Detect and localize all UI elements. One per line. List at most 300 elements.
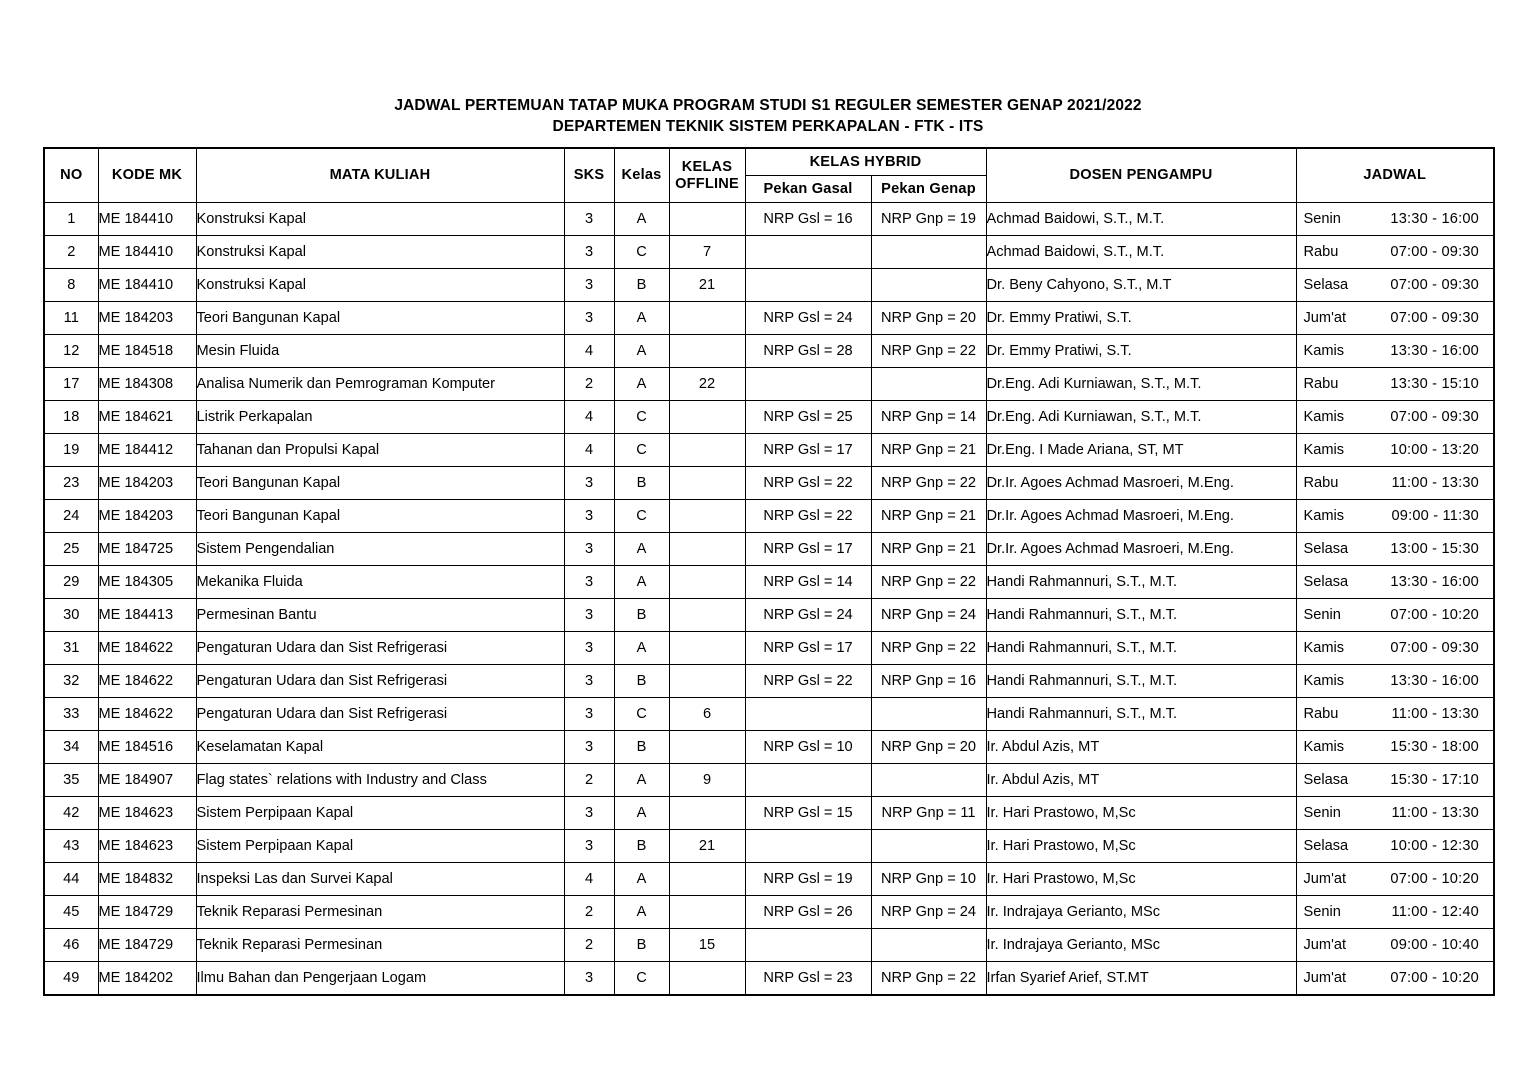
cell-pekan-genap: NRP Gnp = 21	[871, 434, 986, 467]
cell-sks: 2	[564, 368, 614, 401]
jadwal-time: 07:00 - 10:20	[1390, 607, 1479, 623]
cell-jadwal	[1296, 962, 1494, 996]
jadwal-time: 07:00 - 09:30	[1390, 310, 1479, 326]
cell-pekan-genap: NRP Gnp = 24	[871, 599, 986, 632]
cell-no: 17	[44, 368, 98, 401]
jadwal-inner	[1297, 805, 1494, 821]
cell-kelas: C	[614, 401, 669, 434]
cell-pekan-genap: NRP Gnp = 20	[871, 731, 986, 764]
jadwal-time: 15:30 - 17:10	[1390, 772, 1479, 788]
cell-no: 34	[44, 731, 98, 764]
schedule-table	[43, 147, 1495, 996]
cell-no: 8	[44, 269, 98, 302]
cell-kelas-offline	[669, 599, 745, 632]
cell-sks: 3	[564, 599, 614, 632]
cell-no: 44	[44, 863, 98, 896]
cell-pekan-gasal: NRP Gsl = 19	[745, 863, 871, 896]
cell-pekan-gasal	[745, 698, 871, 731]
table-header	[44, 148, 1494, 203]
cell-kelas-offline: 22	[669, 368, 745, 401]
cell-kelas-offline	[669, 500, 745, 533]
cell-dosen-pengampu: Dr.Ir. Agoes Achmad Masroeri, M.Eng.	[986, 500, 1296, 533]
schedule-table-container	[43, 147, 1493, 996]
cell-dosen-pengampu: Handi Rahmannuri, S.T., M.T.	[986, 665, 1296, 698]
table-row	[44, 566, 1494, 599]
cell-kelas-offline: 15	[669, 929, 745, 962]
kelas-offline-line-2: OFFLINE	[675, 175, 739, 192]
cell-jadwal	[1296, 401, 1494, 434]
column-header-dosen-pengampu: DOSEN PENGAMPU	[986, 148, 1296, 203]
jadwal-day: Selasa	[1303, 838, 1349, 854]
column-header-kode-mk: KODE MK	[98, 148, 196, 203]
cell-jadwal	[1296, 302, 1494, 335]
cell-no: 23	[44, 467, 98, 500]
cell-kelas: B	[614, 269, 669, 302]
cell-sks: 4	[564, 863, 614, 896]
cell-kelas-offline	[669, 962, 745, 996]
cell-sks: 3	[564, 632, 614, 665]
jadwal-inner	[1297, 211, 1494, 227]
cell-no: 32	[44, 665, 98, 698]
cell-pekan-gasal: NRP Gsl = 26	[745, 896, 871, 929]
cell-pekan-genap	[871, 368, 986, 401]
cell-kelas: B	[614, 830, 669, 863]
jadwal-inner	[1297, 541, 1494, 557]
cell-pekan-genap	[871, 830, 986, 863]
cell-sks: 3	[564, 236, 614, 269]
cell-pekan-gasal: NRP Gsl = 28	[745, 335, 871, 368]
table-row	[44, 533, 1494, 566]
cell-pekan-gasal	[745, 368, 871, 401]
cell-no: 1	[44, 203, 98, 236]
cell-sks: 3	[564, 698, 614, 731]
jadwal-inner	[1297, 706, 1494, 722]
cell-kelas-offline	[669, 203, 745, 236]
table-row	[44, 830, 1494, 863]
cell-kelas: A	[614, 335, 669, 368]
cell-sks: 4	[564, 335, 614, 368]
cell-pekan-genap: NRP Gnp = 20	[871, 302, 986, 335]
cell-pekan-gasal: NRP Gsl = 25	[745, 401, 871, 434]
table-row	[44, 665, 1494, 698]
cell-pekan-genap: NRP Gnp = 22	[871, 632, 986, 665]
column-header-pekan-genap: Pekan Genap	[871, 176, 986, 203]
cell-kode-mk: ME 184413	[98, 599, 196, 632]
table-row	[44, 896, 1494, 929]
jadwal-day: Kamis	[1303, 343, 1345, 359]
cell-pekan-gasal: NRP Gsl = 17	[745, 632, 871, 665]
cell-jadwal	[1296, 269, 1494, 302]
cell-pekan-gasal: NRP Gsl = 10	[745, 731, 871, 764]
cell-kode-mk: ME 184203	[98, 467, 196, 500]
cell-kelas: A	[614, 764, 669, 797]
table-row	[44, 632, 1494, 665]
cell-sks: 4	[564, 401, 614, 434]
jadwal-inner	[1297, 871, 1494, 887]
cell-kelas: C	[614, 962, 669, 996]
cell-jadwal	[1296, 929, 1494, 962]
cell-dosen-pengampu: Ir. Abdul Azis, MT	[986, 764, 1296, 797]
cell-no: 29	[44, 566, 98, 599]
cell-jadwal	[1296, 500, 1494, 533]
jadwal-time: 13:00 - 15:30	[1390, 541, 1479, 557]
cell-sks: 2	[564, 764, 614, 797]
cell-jadwal	[1296, 632, 1494, 665]
jadwal-inner	[1297, 937, 1494, 953]
cell-kode-mk: ME 184203	[98, 302, 196, 335]
jadwal-day: Rabu	[1303, 244, 1339, 260]
cell-pekan-gasal	[745, 929, 871, 962]
cell-kelas: B	[614, 599, 669, 632]
cell-pekan-genap	[871, 236, 986, 269]
cell-pekan-gasal: NRP Gsl = 23	[745, 962, 871, 996]
cell-no: 24	[44, 500, 98, 533]
cell-kode-mk: ME 184412	[98, 434, 196, 467]
cell-kode-mk: ME 184518	[98, 335, 196, 368]
cell-sks: 3	[564, 797, 614, 830]
cell-kode-mk: ME 184622	[98, 632, 196, 665]
cell-kode-mk: ME 184203	[98, 500, 196, 533]
jadwal-time: 07:00 - 09:30	[1390, 244, 1479, 260]
cell-mata-kuliah: Listrik Perkapalan	[196, 401, 564, 434]
table-row	[44, 797, 1494, 830]
cell-pekan-genap: NRP Gnp = 14	[871, 401, 986, 434]
column-header-mata-kuliah: MATA KULIAH	[196, 148, 564, 203]
jadwal-inner	[1297, 409, 1494, 425]
jadwal-time: 11:00 - 13:30	[1391, 475, 1479, 491]
cell-pekan-genap: NRP Gnp = 22	[871, 962, 986, 996]
cell-pekan-gasal: NRP Gsl = 22	[745, 665, 871, 698]
cell-pekan-genap: NRP Gnp = 16	[871, 665, 986, 698]
jadwal-inner	[1297, 244, 1494, 260]
jadwal-time: 11:00 - 13:30	[1391, 706, 1479, 722]
jadwal-day: Selasa	[1303, 277, 1349, 293]
cell-sks: 3	[564, 467, 614, 500]
table-row	[44, 236, 1494, 269]
jadwal-inner	[1297, 475, 1494, 491]
jadwal-time: 11:00 - 13:30	[1391, 805, 1479, 821]
cell-dosen-pengampu: Dr. Emmy Pratiwi, S.T.	[986, 302, 1296, 335]
column-header-pekan-gasal: Pekan Gasal	[745, 176, 871, 203]
cell-dosen-pengampu: Achmad Baidowi, S.T., M.T.	[986, 203, 1296, 236]
jadwal-inner	[1297, 838, 1494, 854]
cell-kode-mk: ME 184729	[98, 896, 196, 929]
jadwal-time: 13:30 - 16:00	[1390, 343, 1479, 359]
jadwal-time: 07:00 - 09:30	[1390, 409, 1479, 425]
cell-pekan-gasal	[745, 764, 871, 797]
cell-no: 46	[44, 929, 98, 962]
table-row	[44, 203, 1494, 236]
cell-no: 19	[44, 434, 98, 467]
table-row	[44, 962, 1494, 996]
cell-jadwal	[1296, 665, 1494, 698]
jadwal-time: 13:30 - 15:10	[1390, 376, 1479, 392]
cell-pekan-gasal: NRP Gsl = 22	[745, 500, 871, 533]
cell-kelas: C	[614, 698, 669, 731]
cell-dosen-pengampu: Ir. Hari Prastowo, M,Sc	[986, 863, 1296, 896]
cell-sks: 3	[564, 500, 614, 533]
cell-kode-mk: ME 184907	[98, 764, 196, 797]
cell-dosen-pengampu: Dr.Eng. Adi Kurniawan, S.T., M.T.	[986, 368, 1296, 401]
cell-kelas-offline	[669, 401, 745, 434]
cell-mata-kuliah: Permesinan Bantu	[196, 599, 564, 632]
cell-pekan-genap: NRP Gnp = 11	[871, 797, 986, 830]
jadwal-inner	[1297, 904, 1494, 920]
cell-no: 35	[44, 764, 98, 797]
cell-no: 25	[44, 533, 98, 566]
table-row	[44, 467, 1494, 500]
table-row	[44, 764, 1494, 797]
cell-kelas: B	[614, 665, 669, 698]
cell-sks: 3	[564, 665, 614, 698]
cell-pekan-genap: NRP Gnp = 19	[871, 203, 986, 236]
cell-kode-mk: ME 184621	[98, 401, 196, 434]
cell-pekan-genap: NRP Gnp = 10	[871, 863, 986, 896]
cell-mata-kuliah: Keselamatan Kapal	[196, 731, 564, 764]
table-header-row-1	[44, 148, 1494, 176]
cell-sks: 3	[564, 566, 614, 599]
cell-mata-kuliah: Sistem Perpipaan Kapal	[196, 830, 564, 863]
cell-kelas-offline: 9	[669, 764, 745, 797]
jadwal-inner	[1297, 574, 1494, 590]
cell-pekan-genap: NRP Gnp = 22	[871, 335, 986, 368]
jadwal-inner	[1297, 310, 1494, 326]
cell-jadwal	[1296, 830, 1494, 863]
cell-mata-kuliah: Inspeksi Las dan Survei Kapal	[196, 863, 564, 896]
cell-pekan-genap	[871, 929, 986, 962]
cell-sks: 3	[564, 830, 614, 863]
cell-jadwal	[1296, 335, 1494, 368]
cell-kelas-offline: 21	[669, 269, 745, 302]
cell-mata-kuliah: Analisa Numerik dan Pemrograman Komputer	[196, 368, 564, 401]
cell-kelas-offline	[669, 302, 745, 335]
cell-kelas-offline	[669, 566, 745, 599]
cell-mata-kuliah: Pengaturan Udara dan Sist Refrigerasi	[196, 665, 564, 698]
cell-no: 11	[44, 302, 98, 335]
cell-kode-mk: ME 184622	[98, 698, 196, 731]
cell-jadwal	[1296, 599, 1494, 632]
cell-jadwal	[1296, 467, 1494, 500]
cell-kelas: B	[614, 467, 669, 500]
jadwal-day: Kamis	[1303, 640, 1345, 656]
cell-mata-kuliah: Flag states` relations with Industry and Class	[196, 764, 564, 797]
jadwal-time: 07:00 - 09:30	[1390, 640, 1479, 656]
cell-pekan-gasal: NRP Gsl = 17	[745, 533, 871, 566]
jadwal-day: Selasa	[1303, 574, 1349, 590]
cell-dosen-pengampu: Ir. Indrajaya Gerianto, MSc	[986, 929, 1296, 962]
cell-kelas: A	[614, 368, 669, 401]
cell-dosen-pengampu: Dr.Eng. Adi Kurniawan, S.T., M.T.	[986, 401, 1296, 434]
cell-no: 30	[44, 599, 98, 632]
jadwal-day: Senin	[1303, 607, 1341, 623]
table-row	[44, 929, 1494, 962]
jadwal-time: 11:00 - 12:40	[1391, 904, 1479, 920]
column-header-kelas-offline	[669, 148, 745, 203]
cell-kelas: A	[614, 896, 669, 929]
jadwal-day: Rabu	[1303, 376, 1339, 392]
cell-kode-mk: ME 184832	[98, 863, 196, 896]
cell-dosen-pengampu: Ir. Hari Prastowo, M,Sc	[986, 797, 1296, 830]
jadwal-day: Kamis	[1303, 508, 1345, 524]
cell-mata-kuliah: Ilmu Bahan dan Pengerjaan Logam	[196, 962, 564, 996]
jadwal-inner	[1297, 607, 1494, 623]
cell-pekan-genap	[871, 698, 986, 731]
cell-pekan-genap	[871, 269, 986, 302]
jadwal-day: Rabu	[1303, 706, 1339, 722]
cell-kelas: A	[614, 203, 669, 236]
jadwal-time: 13:30 - 16:00	[1390, 574, 1479, 590]
jadwal-inner	[1297, 640, 1494, 656]
cell-no: 33	[44, 698, 98, 731]
cell-sks: 3	[564, 203, 614, 236]
cell-jadwal	[1296, 368, 1494, 401]
cell-dosen-pengampu: Handi Rahmannuri, S.T., M.T.	[986, 698, 1296, 731]
jadwal-time: 07:00 - 09:30	[1390, 277, 1479, 293]
cell-sks: 3	[564, 731, 614, 764]
table-row	[44, 731, 1494, 764]
jadwal-day: Kamis	[1303, 442, 1345, 458]
jadwal-time: 07:00 - 10:20	[1390, 871, 1479, 887]
cell-mata-kuliah: Sistem Perpipaan Kapal	[196, 797, 564, 830]
cell-kelas: A	[614, 863, 669, 896]
cell-mata-kuliah: Tahanan dan Propulsi Kapal	[196, 434, 564, 467]
cell-kelas: A	[614, 632, 669, 665]
cell-pekan-gasal: NRP Gsl = 24	[745, 302, 871, 335]
jadwal-day: Jum'at	[1303, 970, 1347, 986]
cell-kode-mk: ME 184305	[98, 566, 196, 599]
document-title-block	[0, 0, 1536, 137]
cell-pekan-genap: NRP Gnp = 21	[871, 533, 986, 566]
cell-jadwal	[1296, 566, 1494, 599]
cell-dosen-pengampu: Handi Rahmannuri, S.T., M.T.	[986, 632, 1296, 665]
cell-dosen-pengampu: Irfan Syarief Arief, ST.MT	[986, 962, 1296, 996]
cell-kelas: A	[614, 566, 669, 599]
cell-jadwal	[1296, 863, 1494, 896]
jadwal-day: Kamis	[1303, 673, 1345, 689]
cell-kelas-offline	[669, 896, 745, 929]
jadwal-time: 09:00 - 11:30	[1391, 508, 1479, 524]
kelas-offline-line-1: KELAS	[681, 158, 733, 175]
jadwal-day: Kamis	[1303, 409, 1345, 425]
cell-dosen-pengampu: Dr.Eng. I Made Ariana, ST, MT	[986, 434, 1296, 467]
cell-no: 2	[44, 236, 98, 269]
jadwal-day: Senin	[1303, 211, 1341, 227]
cell-no: 18	[44, 401, 98, 434]
cell-dosen-pengampu: Dr. Beny Cahyono, S.T., M.T	[986, 269, 1296, 302]
jadwal-day: Rabu	[1303, 475, 1339, 491]
cell-mata-kuliah: Konstruksi Kapal	[196, 269, 564, 302]
cell-mata-kuliah: Mekanika Fluida	[196, 566, 564, 599]
table-row	[44, 434, 1494, 467]
table-row	[44, 863, 1494, 896]
cell-no: 42	[44, 797, 98, 830]
cell-kode-mk: ME 184623	[98, 830, 196, 863]
cell-pekan-gasal: NRP Gsl = 24	[745, 599, 871, 632]
cell-dosen-pengampu: Ir. Abdul Azis, MT	[986, 731, 1296, 764]
cell-jadwal	[1296, 731, 1494, 764]
cell-no: 49	[44, 962, 98, 996]
cell-dosen-pengampu: Dr.Ir. Agoes Achmad Masroeri, M.Eng.	[986, 467, 1296, 500]
cell-sks: 2	[564, 896, 614, 929]
cell-kelas-offline: 6	[669, 698, 745, 731]
cell-pekan-gasal: NRP Gsl = 15	[745, 797, 871, 830]
jadwal-inner	[1297, 739, 1494, 755]
cell-kode-mk: ME 184410	[98, 269, 196, 302]
cell-dosen-pengampu: Ir. Indrajaya Gerianto, MSc	[986, 896, 1296, 929]
cell-pekan-genap: NRP Gnp = 22	[871, 467, 986, 500]
cell-mata-kuliah: Teori Bangunan Kapal	[196, 467, 564, 500]
cell-mata-kuliah: Teori Bangunan Kapal	[196, 302, 564, 335]
cell-pekan-gasal	[745, 269, 871, 302]
cell-mata-kuliah: Mesin Fluida	[196, 335, 564, 368]
jadwal-inner	[1297, 673, 1494, 689]
cell-mata-kuliah: Konstruksi Kapal	[196, 236, 564, 269]
table-body	[44, 203, 1494, 996]
cell-kode-mk: ME 184308	[98, 368, 196, 401]
cell-sks: 3	[564, 302, 614, 335]
cell-pekan-genap	[871, 764, 986, 797]
jadwal-time: 07:00 - 10:20	[1390, 970, 1479, 986]
cell-mata-kuliah: Konstruksi Kapal	[196, 203, 564, 236]
column-header-no: NO	[44, 148, 98, 203]
cell-kode-mk: ME 184516	[98, 731, 196, 764]
jadwal-inner	[1297, 376, 1494, 392]
jadwal-time: 15:30 - 18:00	[1390, 739, 1479, 755]
cell-kelas: C	[614, 500, 669, 533]
cell-sks: 2	[564, 929, 614, 962]
cell-sks: 3	[564, 269, 614, 302]
cell-kelas-offline: 7	[669, 236, 745, 269]
cell-kode-mk: ME 184725	[98, 533, 196, 566]
jadwal-day: Selasa	[1303, 541, 1349, 557]
page-title-line-1: JADWAL PERTEMUAN TATAP MUKA PROGRAM STUDI S1 REGULER SEMESTER GENAP 2021/2022	[394, 97, 1142, 114]
cell-dosen-pengampu: Dr.Ir. Agoes Achmad Masroeri, M.Eng.	[986, 533, 1296, 566]
cell-dosen-pengampu: Dr. Emmy Pratiwi, S.T.	[986, 335, 1296, 368]
cell-no: 31	[44, 632, 98, 665]
cell-pekan-genap: NRP Gnp = 22	[871, 566, 986, 599]
cell-dosen-pengampu: Ir. Hari Prastowo, M,Sc	[986, 830, 1296, 863]
cell-pekan-gasal	[745, 236, 871, 269]
cell-mata-kuliah: Teknik Reparasi Permesinan	[196, 896, 564, 929]
cell-kelas-offline	[669, 467, 745, 500]
cell-kelas: B	[614, 929, 669, 962]
cell-jadwal	[1296, 533, 1494, 566]
table-row	[44, 335, 1494, 368]
cell-jadwal	[1296, 698, 1494, 731]
cell-pekan-genap: NRP Gnp = 21	[871, 500, 986, 533]
cell-kelas-offline	[669, 731, 745, 764]
cell-pekan-genap: NRP Gnp = 24	[871, 896, 986, 929]
cell-no: 43	[44, 830, 98, 863]
jadwal-time: 10:00 - 13:20	[1390, 442, 1479, 458]
jadwal-day: Kamis	[1303, 739, 1345, 755]
cell-kelas-offline	[669, 665, 745, 698]
jadwal-day: Jum'at	[1303, 871, 1347, 887]
table-row	[44, 599, 1494, 632]
cell-no: 12	[44, 335, 98, 368]
cell-kode-mk: ME 184622	[98, 665, 196, 698]
cell-kelas: A	[614, 302, 669, 335]
cell-dosen-pengampu: Handi Rahmannuri, S.T., M.T.	[986, 566, 1296, 599]
cell-kelas: B	[614, 731, 669, 764]
cell-kode-mk: ME 184410	[98, 236, 196, 269]
cell-mata-kuliah: Teknik Reparasi Permesinan	[196, 929, 564, 962]
cell-mata-kuliah: Pengaturan Udara dan Sist Refrigerasi	[196, 632, 564, 665]
cell-jadwal	[1296, 764, 1494, 797]
cell-pekan-gasal: NRP Gsl = 17	[745, 434, 871, 467]
table-row	[44, 698, 1494, 731]
column-header-jadwal: JADWAL	[1296, 148, 1494, 203]
